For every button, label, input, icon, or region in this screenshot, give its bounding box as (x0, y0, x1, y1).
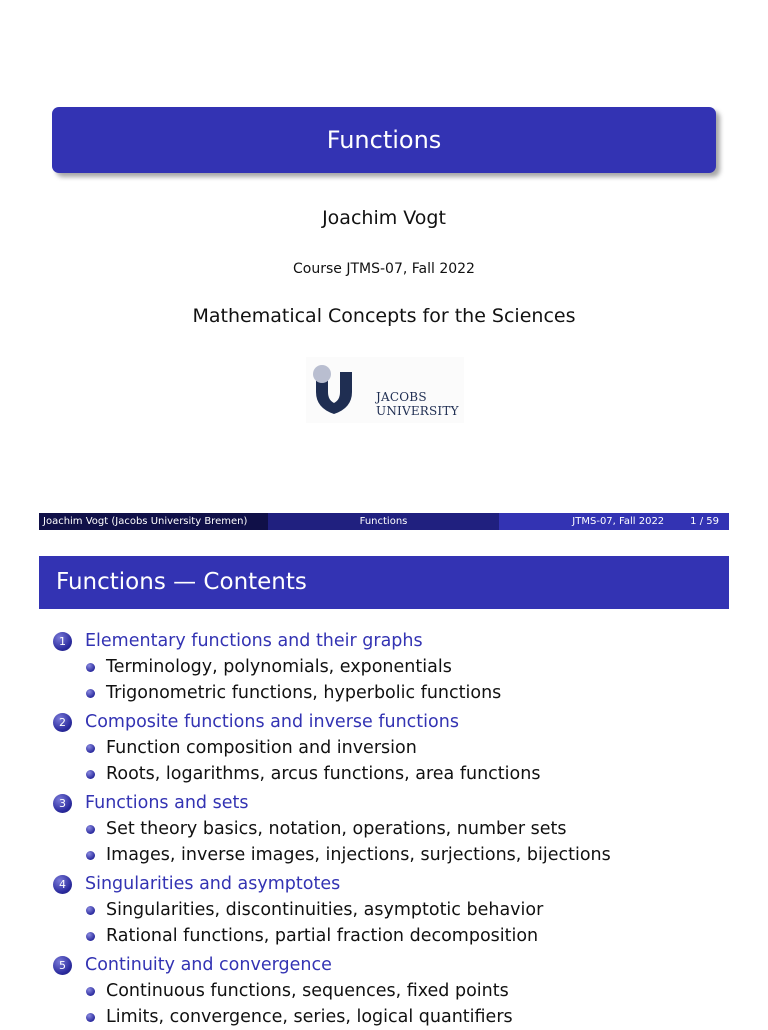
toc-subsection[interactable] (53, 761, 753, 787)
toc-subsection-label: Singularities, discontinuities, asymptotic behavior (106, 900, 544, 920)
toc-subsection[interactable] (53, 816, 753, 842)
section-number-badge: 3 (53, 794, 72, 813)
toc-subsection-label: Terminology, polynomials, exponentials (106, 657, 452, 677)
university-logo (306, 357, 464, 423)
section-number-badge: 2 (53, 713, 72, 732)
toc-section-link[interactable]: Composite functions and inverse functions (85, 712, 459, 732)
bullet-icon (86, 1013, 95, 1022)
toc-subsection[interactable] (53, 654, 753, 680)
toc-subsection-label: Rational functions, partial fraction decomposition (106, 926, 539, 946)
slide-title: Functions (326, 126, 442, 154)
bullet-icon (86, 987, 95, 996)
toc-section (53, 871, 753, 949)
bullet-icon (86, 770, 95, 779)
toc-section (53, 790, 753, 868)
footer-right (499, 513, 729, 530)
toc-subsection-label: Limits, convergence, series, logical quantifiers (106, 1007, 513, 1027)
toc-section-heading[interactable] (53, 790, 753, 816)
bullet-icon (86, 906, 95, 915)
course-subject: Mathematical Concepts for the Sciences (192, 305, 576, 327)
toc-subsection[interactable] (53, 978, 753, 1004)
toc-subsection-label: Set theory basics, notation, operations, number sets (106, 819, 567, 839)
logo-text (376, 390, 459, 418)
toc-section-heading[interactable] (53, 709, 753, 735)
bullet-icon (86, 689, 95, 698)
toc-section-link[interactable]: Functions and sets (85, 793, 249, 813)
table-of-contents (53, 628, 753, 1030)
footer-short-title: Functions (268, 513, 499, 530)
toc-subsection[interactable] (53, 897, 753, 923)
toc-section-heading[interactable] (53, 871, 753, 897)
course-info: Course JTMS-07, Fall 2022 (293, 261, 475, 277)
bullet-icon (86, 851, 95, 860)
toc-section-link[interactable]: Continuity and convergence (85, 955, 332, 975)
footer-page-number: 1 / 59 (690, 516, 719, 527)
toc-subsection[interactable] (53, 1004, 753, 1030)
bullet-icon (86, 825, 95, 834)
toc-subsection[interactable] (53, 735, 753, 761)
toc-subsection-label: Function composition and inversion (106, 738, 417, 758)
toc-subsection[interactable] (53, 680, 753, 706)
toc-section-heading[interactable] (53, 628, 753, 654)
bullet-icon (86, 744, 95, 753)
toc-section (53, 952, 753, 1030)
jacobs-logo-icon (310, 362, 370, 418)
contents-frame-title: Functions — Contents (39, 556, 729, 609)
toc-section-heading[interactable] (53, 952, 753, 978)
toc-subsection-label: Trigonometric functions, hyperbolic functions (106, 683, 502, 703)
bullet-icon (86, 663, 95, 672)
toc-subsection[interactable] (53, 842, 753, 868)
slide-footer (39, 513, 729, 530)
toc-section (53, 709, 753, 787)
logo-text-line1: JACOBS (376, 390, 427, 404)
section-number-badge: 4 (53, 875, 72, 894)
toc-subsection[interactable] (53, 923, 753, 949)
toc-subsection-label: Continuous functions, sequences, fixed points (106, 981, 509, 1001)
toc-section-link[interactable]: Elementary functions and their graphs (85, 631, 423, 651)
footer-author: Joachim Vogt (Jacobs University Bremen) (39, 513, 268, 530)
toc-section-link[interactable]: Singularities and asymptotes (85, 874, 341, 894)
toc-section (53, 628, 753, 706)
author-name: Joachim Vogt (322, 207, 446, 229)
toc-subsection-label: Images, inverse images, injections, surjections, bijections (106, 845, 611, 865)
section-number-badge: 1 (53, 632, 72, 651)
bullet-icon (86, 932, 95, 941)
footer-course: JTMS-07, Fall 2022 (572, 516, 665, 527)
slide-title-box (52, 107, 716, 173)
section-number-badge: 5 (53, 956, 72, 975)
toc-subsection-label: Roots, logarithms, arcus functions, area functions (106, 764, 541, 784)
logo-text-line2: UNIVERSITY (376, 404, 459, 418)
